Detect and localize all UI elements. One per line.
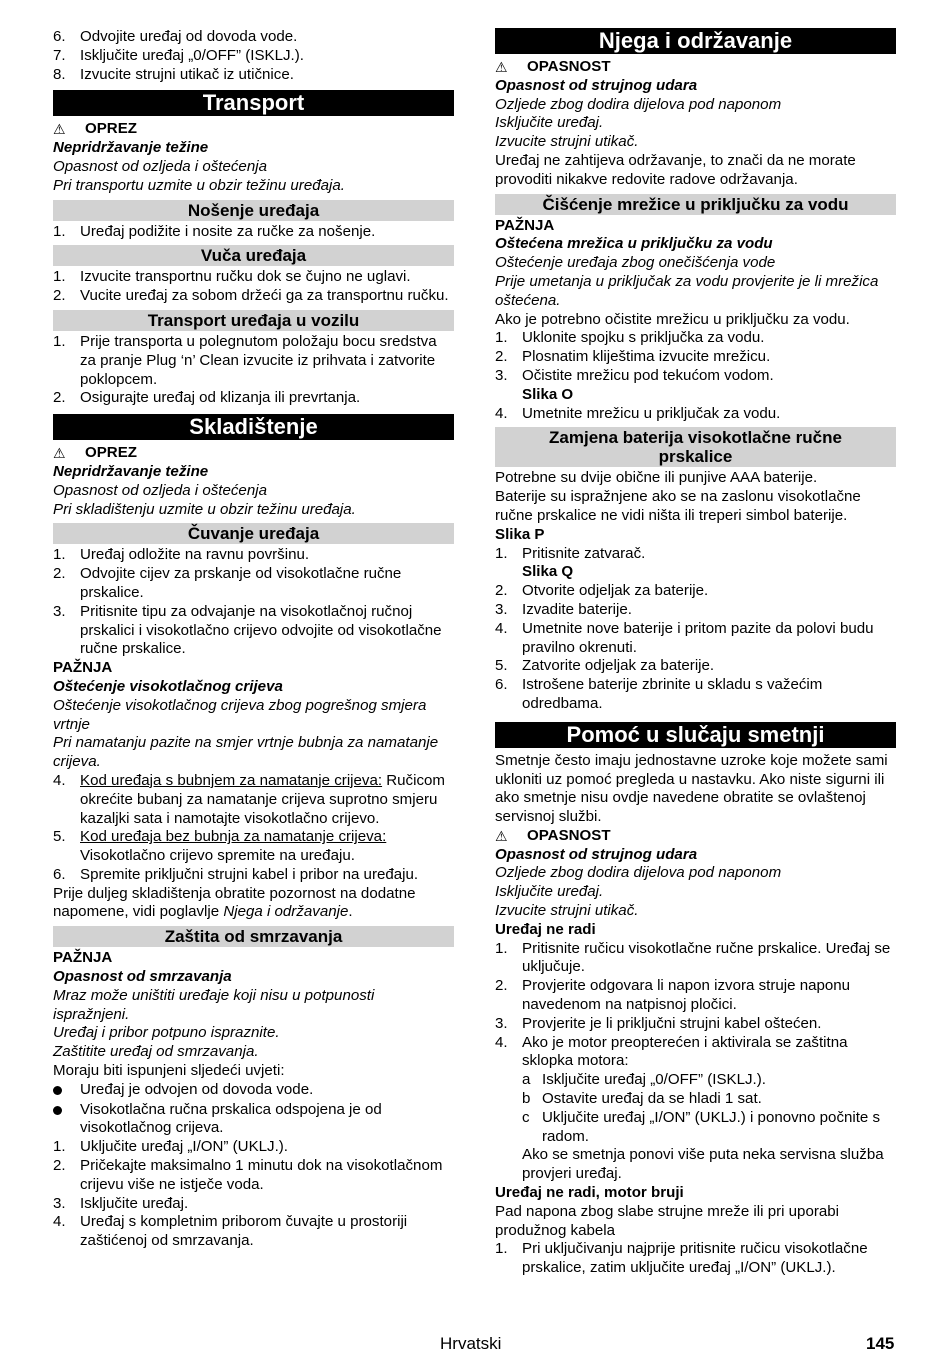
warning-text: Pri transportu uzmite u obzir težinu uređaja. [53,176,345,194]
warning-text: Izvucite strujni utikač. [495,902,639,920]
list-item: 5. Zatvorite odjeljak za baterije. [495,657,715,675]
notice-heading: Opasnost od smrzavanja [53,968,232,986]
list-item: 2. Pričekajte maksimalno 1 minutu dok na visokotlačnom crijevu više ne istječe voda. [53,1157,443,1193]
notice-text: Mraz može uništiti uređaje koji nisu u potpunosti ispražnjeni. [53,986,375,1023]
notice-text: Oštećenje uređaja zbog onečišćenja vode [495,254,776,272]
warning-heading: Nepridržavanje težine [53,462,209,480]
notice-text: Pri namatanju pazite na smjer vrtnje bubnja za namatanje crijeva. [53,734,439,771]
list-item: 1. Izvucite transportnu ručku dok se čujno ne uglavi. [53,268,411,286]
problem-heading: Uređaj ne radi, motor bruji [495,1184,684,1202]
problem-heading: Uređaj ne radi [495,920,596,938]
list-item: 2. Vucite uređaj za sobom držeći ga za transportnu ručku. [53,287,449,305]
subsection-heading-baterije: Zamjena baterija visokotlačne ručne prskalice [495,427,896,467]
page-number: 145 [866,1334,895,1353]
warning-heading: Opasnost od strujnog udara [495,845,698,863]
paragraph: Baterije su ispražnjene ako se na zaslonu visokotlačne ručne prskalice ne vidi ništa ili treperi simbol baterije. [495,488,861,524]
list-item: 2. Osigurajte uređaj od klizanja ili prevrtanja. [53,389,361,407]
sub-list-item: b Ostavite uređaj da se hladi 1 sat. [522,1090,762,1108]
list-item: 1. Prije transporta u polegnutom položaju bocu sredstva za pranje Plug ‘n’ Clean izvucite iz prihvata i zatvorite poklopcem. [53,332,437,388]
paragraph: Moraju biti ispunjeni sljedeći uvjeti: [53,1062,285,1080]
warning-text: Opasnost od ozljeda i oštećenja [53,157,267,175]
warning-heading: Nepridržavanje težine [53,139,209,157]
list-item: 3. Isključite uređaj. [53,1194,189,1212]
warning-triangle-icon: ⚠ [53,445,66,462]
paragraph: Smetnje često imaju jednostavne uzroke koje možete sami ukloniti uz pomoć pregleda u nastavku. Ako niste sigurni ili ako smetnje nisu ovdje navedene obratite se ovlaštenoj servisnoj službi. [495,751,888,826]
subsection-heading-vuca: Vuča uređaja [53,245,454,266]
warning-heading: Opasnost od strujnog udara [495,76,698,94]
section-heading-pomoc: Pomoć u slučaju smetnji [495,722,896,748]
cross-reference: Njega i održavanje [223,903,349,921]
notice-text: Oštećenje visokotlačnog crijeva zbog pogrešnog smjera vrtnje [53,696,427,733]
paragraph: Prije duljeg skladištenja obratite pozornost na dodatne napomene, vidi poglavlje Njega i održavanje. [53,884,416,921]
subsection-heading-cuvanje: Čuvanje uređaja [53,523,454,544]
notice-text: Zaštitite uređaj od smrzavanja. [53,1043,259,1061]
list-item: 1. Pritisnite zatvarač. [495,544,646,562]
paragraph: Uređaj ne zahtijeva održavanje, to znači da ne morate provoditi nikakve redovite radove održavanja. [495,151,856,188]
paragraph: Ako je potrebno očistite mrežicu u priključku za vodu. [495,310,850,328]
list-item: 1. Uključite uređaj „I/ON” (UKLJ.). [53,1138,289,1156]
list-item: 1. Pri uključivanju najprije pritisnite ručicu visokotlačne prskalice, zatim uključite uređaj „I/ON” (UKLJ.). [495,1240,868,1277]
list-item: 5. Kod uređaja bez bubnja za namatanje crijeva: Visokotlačno crijevo spremite na uređaju. [53,828,387,865]
paragraph: Potrebne su dvije obične ili punjive AAA baterije. [495,469,818,487]
list-item: 1. Uklonite spojku s priključka za vodu. [495,329,765,347]
list-item: 3. Očistite mrežicu pod tekućom vodom. [495,366,774,384]
list-item: 2. Provjerite odgovara li napon izvora struje naponu navedenom na natpisnoj pločici. [495,977,851,1014]
list-item: 1. Pritisnite ručicu visokotlačne ručne prskalice. Uređaj se uključuje. [495,939,891,976]
subsection-heading-nosenje: Nošenje uređaja [53,200,454,221]
left-column [53,28,454,1251]
list-item: 2. Plosnatim kliještima izvucite mrežicu. [495,348,771,366]
list-item: 6. Spremite priključni strujni kabel i pribor na uređaju. [53,865,419,883]
notice-label: PAŽNJA [53,949,113,967]
warning-text: Ozljede zbog dodira dijelova pod naponom [495,864,782,882]
list-item: 4. Umetnite nove baterije i pritom pazite da polovi budu pravilno okrenuti. [495,619,874,656]
paragraph: Ako se smetnja ponovi više puta neka servisna služba provjeri uređaj. [522,1146,884,1183]
warning-text: Isključite uređaj. [495,114,604,132]
list-item: 2. Otvorite odjeljak za baterije. [495,582,709,600]
list-item: 2. Odvojite cijev za prskanje od visokotlačne ručne prskalice. [53,565,402,601]
warning-label: ⚠ OPREZ [53,444,137,462]
list-item: 3. Izvadite baterije. [495,600,632,618]
sub-list-item: c Uključite uređaj „I/ON” (UKLJ.) i ponovno počnite s radom. [522,1108,881,1145]
warning-text: Isključite uređaj. [495,883,604,901]
warning-triangle-icon: ⚠ [53,121,66,138]
right-column [495,28,896,1278]
list-item: 4. Uređaj s kompletnim priborom čuvajte u prostoriji zaštićenoj od smrzavanja. [53,1213,408,1250]
list-item: 8. Izvucite strujni utikač iz utičnice. [53,65,294,83]
notice-text: Uređaj i pribor potpuno ispraznite. [53,1024,280,1042]
list-item: 4. Umetnite mrežicu u priključak za vodu. [495,404,781,422]
list-item: 3. Pritisnite tipu za odvajanje na visokotlačnoj ručnoj prskalici i visokotlačno crijevo odvojite od visokotlačne ručne prskalice. [53,602,442,658]
section-heading-skladistenje: Skladištenje [53,414,454,440]
notice-heading: Oštećena mrežica u priključku za vodu [495,235,773,253]
subsection-heading-mrezica: Čišćenje mrežice u priključku za vodu [495,194,896,215]
list-item: 3. Provjerite je li priključni strujni kabel oštećen. [495,1014,822,1032]
figure-reference: Slika P [495,525,545,543]
warning-text: Opasnost od ozljeda i oštećenja [53,481,267,499]
figure-reference: Slika Q [522,563,574,581]
notice-text: Prije umetanja u priključak za vodu provjerite je li mrežica oštećena. [495,272,879,309]
warning-label: ⚠ OPASNOST [495,826,611,844]
list-item: 6. Odvojite uređaj od dovoda vode. [53,28,298,45]
section-heading-transport: Transport [53,90,454,116]
list-item: 4. Ako je motor preopterećen i aktivirala se zaštitna sklopka motora: [495,1033,848,1070]
bullet-item: Uređaj je odvojen od dovoda vode. [53,1081,454,1101]
list-item: 6. Istrošene baterije zbrinite u skladu s važećim odredbama. [495,676,823,712]
bullet-item: Visokotlačna ručna prskalica odspojena je od visokotlačnog crijeva. [53,1101,454,1139]
list-item: 1. Uređaj odložite na ravnu površinu. [53,546,310,564]
bullet-dot-icon [53,1106,62,1115]
notice-heading: Oštećenje visokotlačnog crijeva [53,677,283,695]
section-heading-njega: Njega i održavanje [495,28,896,54]
list-item: 4. Kod uređaja s bubnjem za namatanje crijeva: Ručicom okrećite bubanj za namatanje crijeva suprotno smjeru kazaljki sata i namotajte visokotlačno crijevo. [53,771,445,827]
figure-reference: Slika O [522,385,574,403]
paragraph: Pad napona zbog slabe strujne mreže ili pri uporabi produžnog kabela [495,1202,840,1239]
warning-triangle-icon: ⚠ [495,827,508,844]
warning-text: Pri skladištenju uzmite u obzir težinu uređaja. [53,500,356,518]
warning-label: ⚠ OPASNOST [495,58,611,75]
footer-language: Hrvatski [440,1334,502,1353]
sub-list-item: a Isključite uređaj „0/OFF” (ISKLJ.). [522,1071,766,1089]
warning-triangle-icon: ⚠ [495,59,508,75]
list-item: 7. Isključite uređaj „0/OFF” (ISKLJ.). [53,46,304,64]
warning-text: Izvucite strujni utikač. [495,133,639,151]
notice-label: PAŽNJA [495,216,555,234]
warning-text: Ozljede zbog dodira dijelova pod naponom [495,95,782,113]
list-item: 1. Uređaj podižite i nosite za ručke za nošenje. [53,222,376,240]
warning-label: ⚠ OPREZ [53,120,137,138]
subsection-heading-smrzavanje: Zaštita od smrzavanja [53,926,454,947]
notice-label: PAŽNJA [53,659,113,677]
subsection-heading-vozilo: Transport uređaja u vozilu [53,310,454,331]
bullet-dot-icon [53,1086,62,1095]
